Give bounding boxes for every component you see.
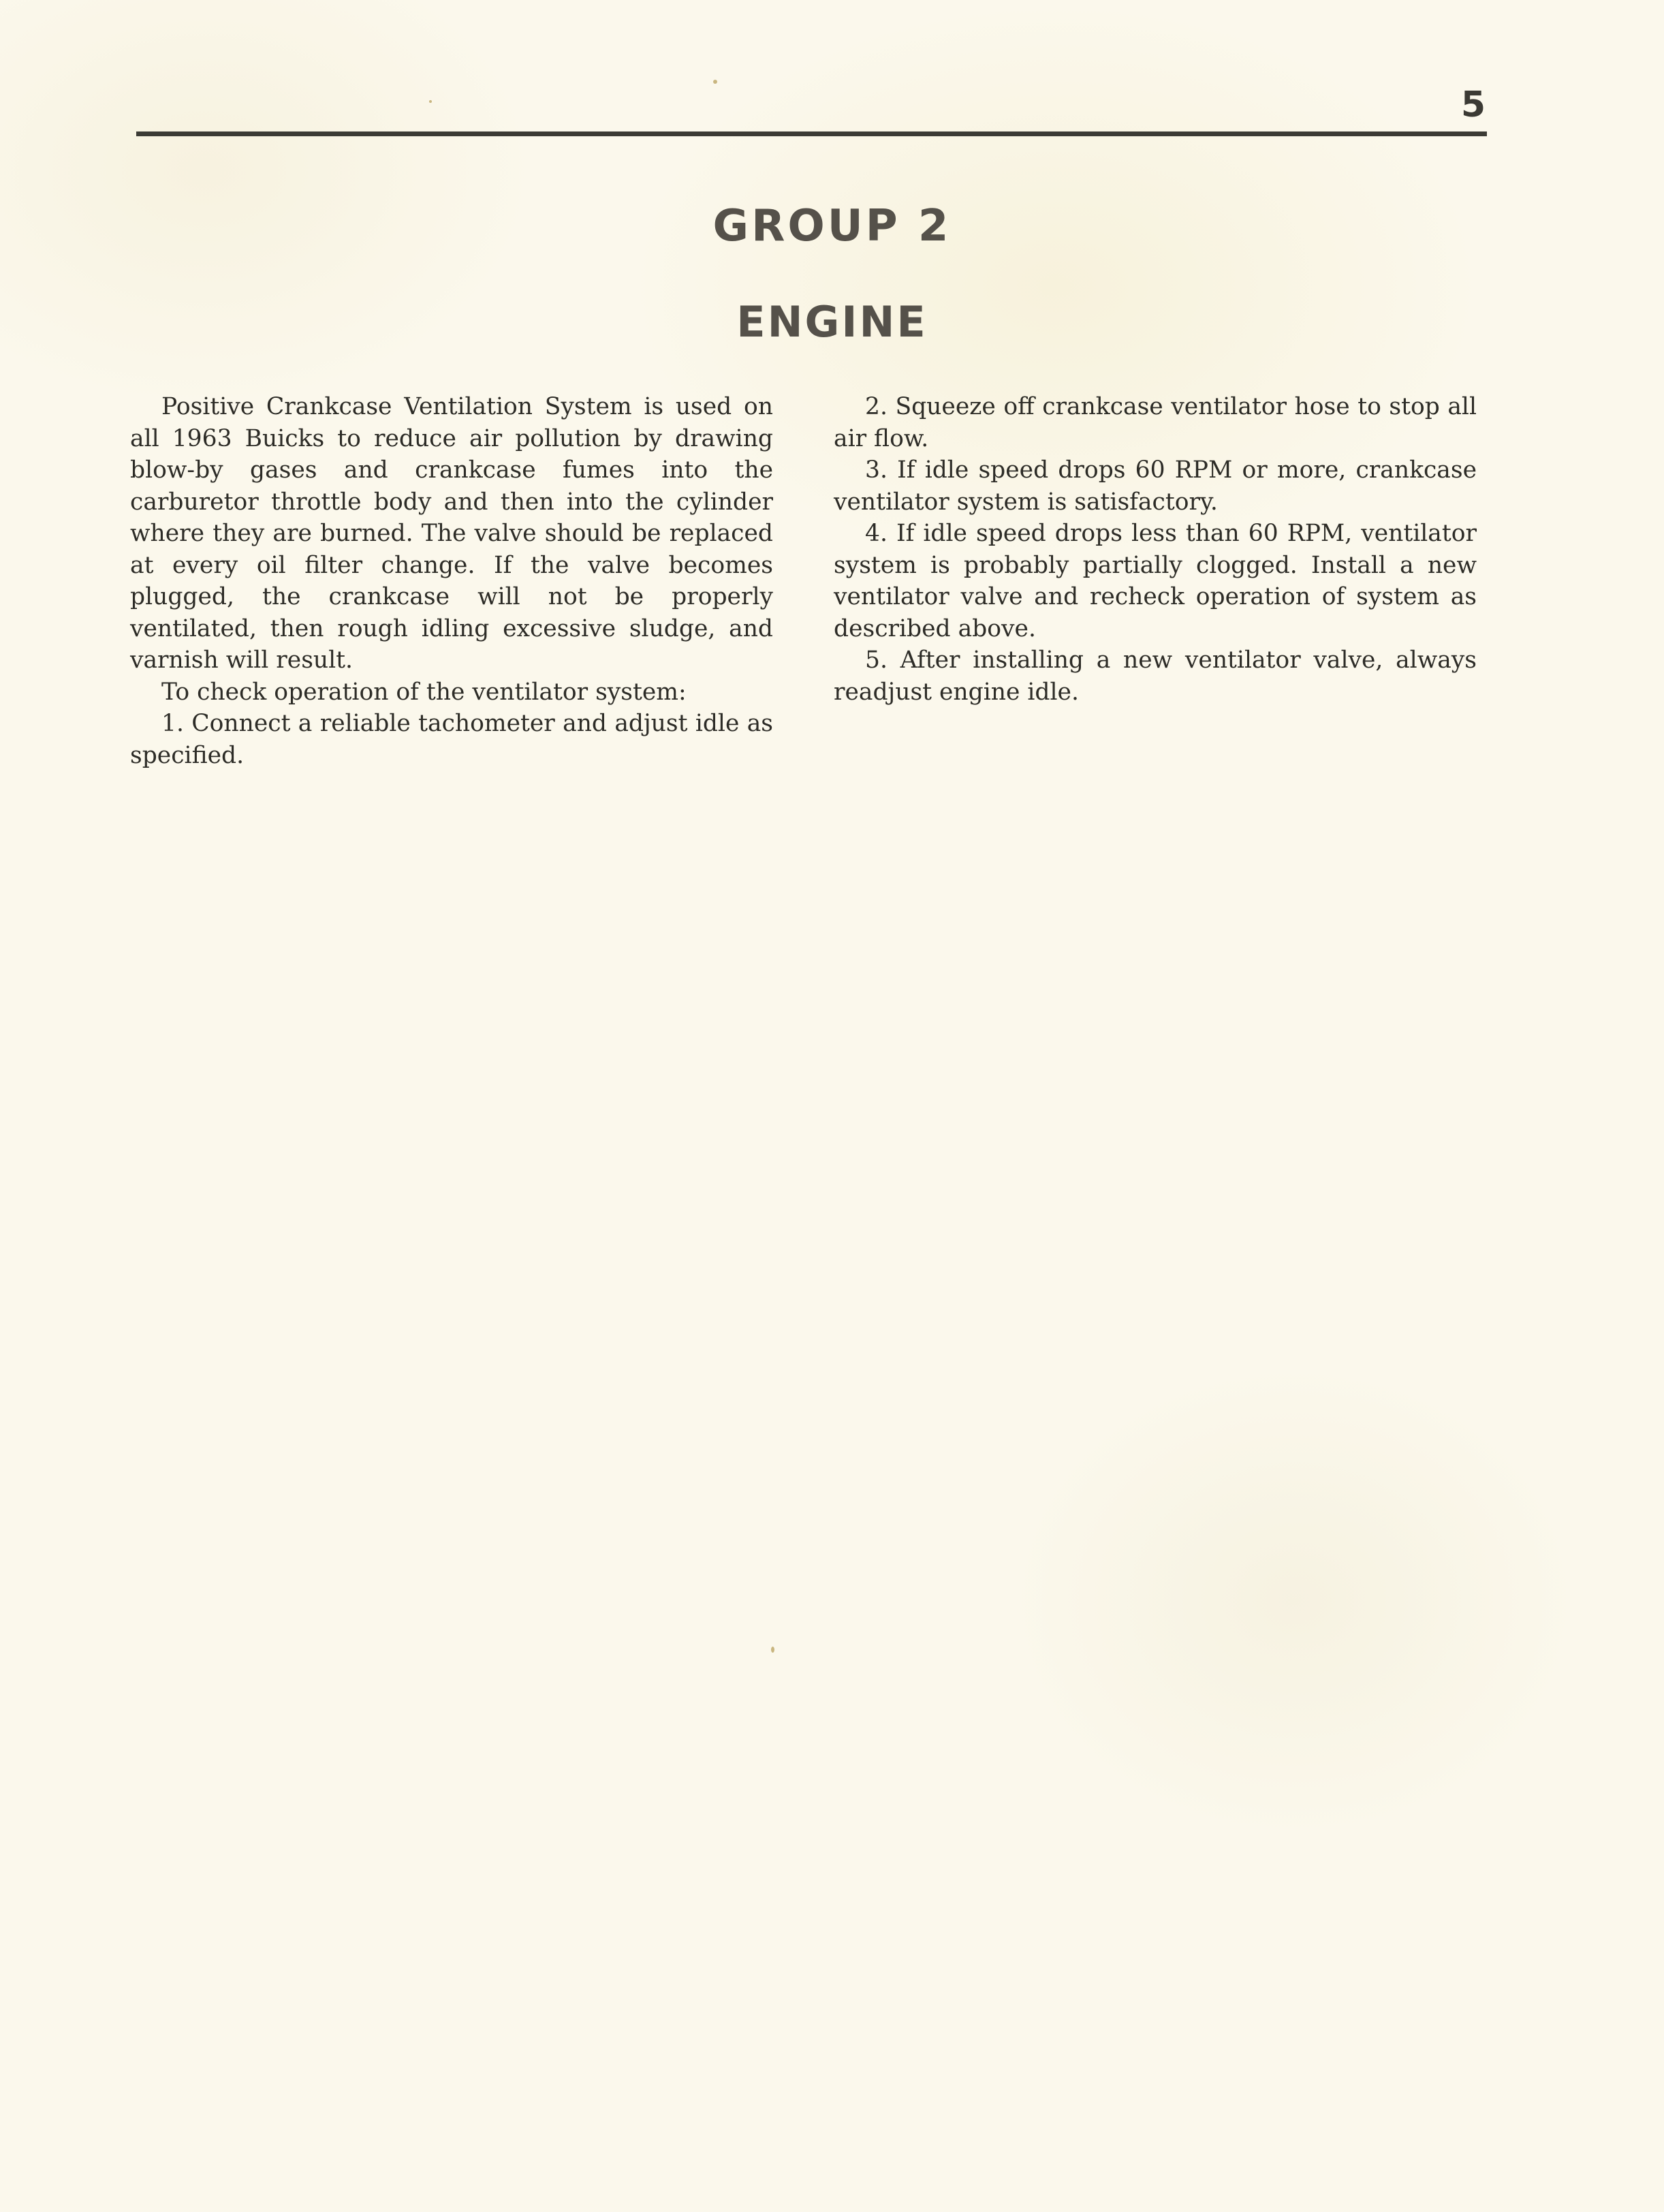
page-number: 5 [1460, 84, 1486, 125]
section-title: ENGINE [736, 297, 928, 347]
right-column [834, 391, 1477, 708]
group-title: GROUP 2 [712, 201, 952, 251]
paragraph-intro: Positive Crankcase Ventilation System is used on all 1963 Buicks to reduce air pollution by drawing blow-by gases and crankcase fumes into the carburetor throttle body and then into the cylinder where they are burned. The valve should be replaced at every oil filter change. If the valve becomes plugged, the crankcase will not be properly ventilated, then rough idling excessive sludge, and varnish will result. [130, 393, 773, 674]
header-rule [136, 131, 1487, 136]
paper-speck [429, 100, 432, 103]
step-5: 5. After installing a new ventilator valve, always readjust engine idle. [834, 647, 1477, 706]
step-2: 2. Squeeze off crankcase ventilator hose to stop all air flow. [834, 393, 1477, 452]
paper-speck [771, 1647, 774, 1653]
left-column [130, 391, 773, 771]
step-4: 4. If idle speed drops less than 60 RPM, ventilator system is probably partially clogged. Install a new ventilator valve and recheck operation of system as described above. [834, 520, 1477, 642]
paper-speck [713, 80, 717, 84]
step-1: 1. Connect a reliable tachometer and adjust idle as specified. [130, 710, 773, 769]
step-3: 3. If idle speed drops 60 RPM or more, crankcase ventilator system is satisfactory. [834, 456, 1477, 516]
paragraph-check-heading: To check operation of the ventilator system: [161, 678, 687, 706]
